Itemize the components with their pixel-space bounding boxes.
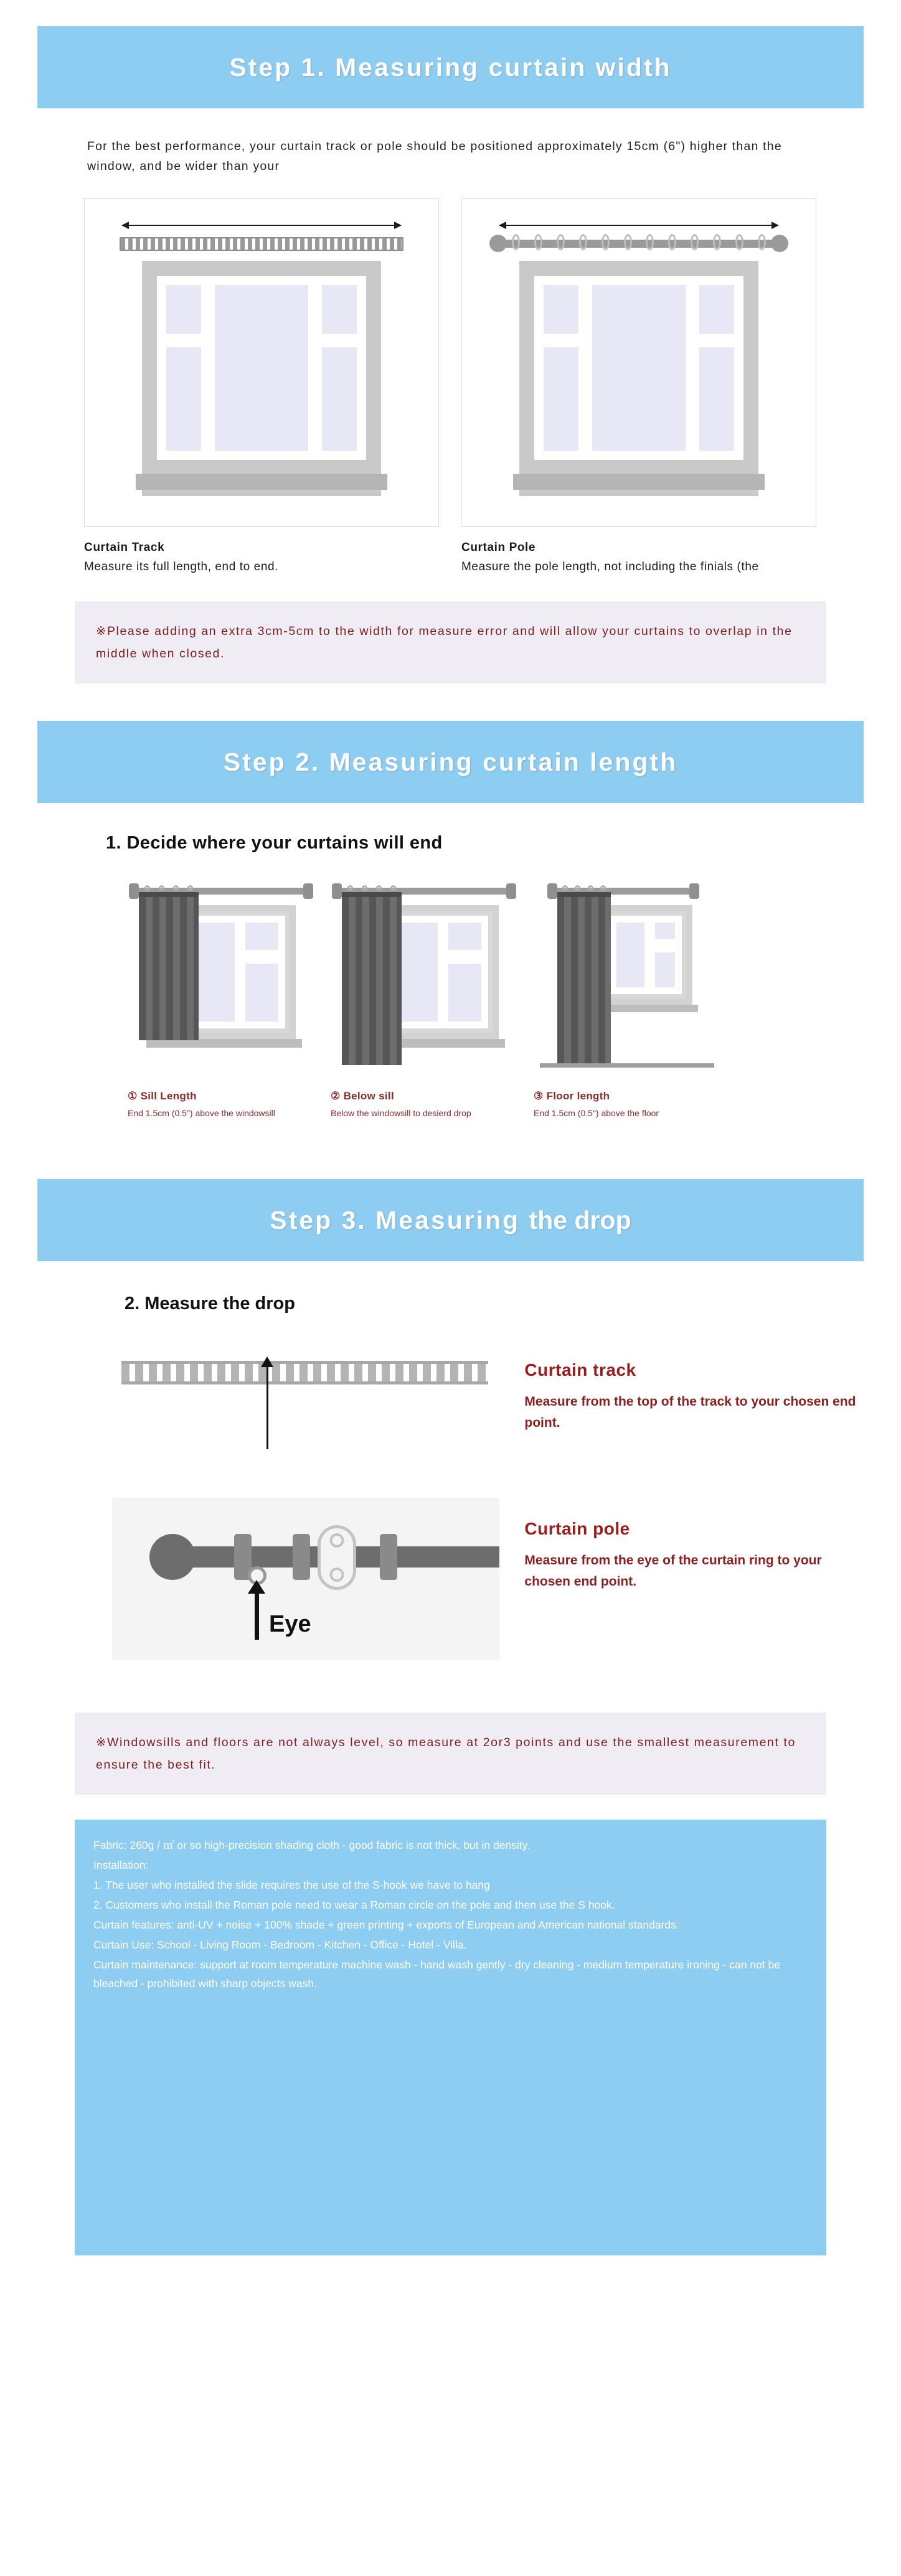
windowsill-shape bbox=[146, 1039, 302, 1048]
curtain-track-caption bbox=[84, 538, 439, 576]
width-arrow-icon bbox=[499, 225, 778, 226]
curtain-rings-icon bbox=[140, 885, 197, 891]
track-drop-text bbox=[524, 1339, 864, 1434]
below-sill-illustration bbox=[331, 875, 517, 1090]
windowsill-shape bbox=[513, 474, 765, 490]
measure-arrow-icon bbox=[267, 1365, 268, 1449]
pole-end-right-icon bbox=[303, 883, 313, 899]
curtain-shape bbox=[342, 892, 402, 1065]
curtain-ring-icon bbox=[380, 1534, 397, 1580]
sill-length-illustration bbox=[128, 875, 314, 1090]
info-line: Curtain maintenance: support at room temperature machine wash - hand wash gently - dry cleaning - medium temperature ironing - can not be bleached - prohibited with sharp objects wash. bbox=[93, 1958, 781, 1990]
info-line: Installation: bbox=[93, 1859, 149, 1871]
pole-end-right-icon bbox=[506, 883, 516, 899]
step3-note: ※Windowsills and floors are not always level, so measure at 2or3 points and use the smallest measurement to ensure the best fit. bbox=[75, 1713, 826, 1795]
pole-end-left-icon bbox=[332, 883, 342, 899]
step2-options bbox=[128, 875, 864, 1120]
info-line: Curtain Use: School - Living Room - Bedroom - Kitchen - Office - Hotel - Villa. bbox=[93, 1939, 467, 1951]
step3-banner bbox=[37, 1179, 864, 1261]
track-drop-illustration bbox=[112, 1339, 499, 1464]
info-line: Curtain features: anti-UV + noise + 100% shade + green printing + exports of European and American national standards. bbox=[93, 1919, 679, 1931]
info-line: Fabric: 260g / ㎡ or so high-precision shading cloth - good fabric is not thick, but in density. bbox=[93, 1839, 531, 1851]
curtain-track-caption-desc: Measure its full length, end to end. bbox=[84, 560, 279, 573]
step1-illustrations bbox=[84, 198, 864, 576]
step2-subhead: 1. Decide where your curtains will end bbox=[106, 833, 443, 853]
pole-end-left-icon bbox=[547, 883, 557, 899]
step3-title-main: Step 3. Measuring bbox=[270, 1205, 521, 1234]
window-shape bbox=[519, 261, 758, 496]
below-sill-title: ② Below sill bbox=[331, 1090, 394, 1102]
curtain-track-heading: Curtain track bbox=[524, 1360, 636, 1380]
step1-banner bbox=[37, 26, 864, 108]
curtain-ring-icon bbox=[293, 1534, 310, 1580]
step1-title: Step 1. Measuring curtain width bbox=[229, 52, 672, 82]
curtain-track-body: Measure from the top of the track to your chosen end point. bbox=[524, 1394, 856, 1430]
curtain-rings-icon bbox=[343, 885, 400, 891]
window-shape bbox=[599, 905, 692, 1005]
floor-length-illustration bbox=[534, 875, 720, 1090]
pole-end-right-icon bbox=[689, 883, 699, 899]
pole-finial-ball-icon bbox=[149, 1534, 196, 1580]
curtain-track-drop-block bbox=[112, 1339, 864, 1464]
pole-rings-shape bbox=[512, 234, 766, 253]
pole-drop-text bbox=[524, 1498, 864, 1592]
curtain-pole-heading: Curtain pole bbox=[524, 1519, 630, 1538]
below-sill-desc: Below the windowsill to desierd drop bbox=[331, 1108, 471, 1118]
step1-note: ※Please adding an extra 3cm-5cm to the width for measure error and will allow your curtains to overlap in the middle when closed. bbox=[75, 601, 826, 684]
window-shape bbox=[142, 261, 381, 496]
step3-title bbox=[270, 1206, 631, 1235]
step3-title-sub: the drop bbox=[529, 1205, 631, 1234]
curtain-shape bbox=[139, 892, 199, 1040]
eye-label: Eye bbox=[269, 1611, 311, 1637]
option-below-sill bbox=[331, 875, 517, 1120]
option-floor-length bbox=[534, 875, 720, 1120]
option-sill-length bbox=[128, 875, 314, 1120]
floor-length-desc: End 1.5cm (0.5") above the floor bbox=[534, 1108, 659, 1118]
step2-banner bbox=[37, 721, 864, 803]
track-bar-shape bbox=[120, 237, 403, 251]
curtain-pole-caption-desc: Measure the pole length, not including the finials (the bbox=[461, 560, 759, 573]
width-arrow-icon bbox=[122, 225, 401, 226]
curtain-track-caption-title: Curtain Track bbox=[84, 541, 165, 554]
curtain-pole-card bbox=[461, 198, 816, 576]
step1-intro-text: For the best performance, your curtain track or pole should be positioned approximately 15cm (6") higher than the window, and be wider than your bbox=[87, 139, 782, 173]
windowsill-shape bbox=[136, 474, 387, 490]
sill-length-desc: End 1.5cm (0.5") above the windowsill bbox=[128, 1108, 275, 1118]
pole-end-left-icon bbox=[129, 883, 139, 899]
curtain-rings-icon bbox=[559, 885, 610, 891]
floor-line-shape bbox=[540, 1063, 714, 1068]
curtain-shape bbox=[557, 892, 611, 1063]
step2-title: Step 2. Measuring curtain length bbox=[223, 747, 678, 776]
curtain-track-card bbox=[84, 198, 439, 576]
curtain-pole-body: Measure from the eye of the curtain ring to your chosen end point. bbox=[524, 1553, 822, 1589]
curtain-pole-illustration bbox=[461, 198, 816, 527]
track-strip-shape bbox=[121, 1361, 488, 1384]
sill-length-title: ① Sill Length bbox=[128, 1090, 197, 1102]
curtain-measuring-guide bbox=[0, 26, 901, 2576]
measure-arrow-icon bbox=[255, 1591, 259, 1640]
floor-length-title: ③ Floor length bbox=[534, 1090, 610, 1102]
curtain-pole-drop-block bbox=[112, 1498, 864, 1660]
curtain-pole-caption bbox=[461, 538, 816, 576]
pole-drop-illustration bbox=[112, 1498, 499, 1660]
info-line: 1. The user who installed the slide requires the use of the S-hook we have to hang bbox=[93, 1879, 490, 1891]
pole-bracket-icon bbox=[318, 1525, 356, 1590]
curtain-track-illustration bbox=[84, 198, 439, 527]
product-info-box bbox=[75, 1820, 826, 2255]
step3-subhead: 2. Measure the drop bbox=[125, 1294, 295, 1314]
info-line: 2. Customers who install the Roman pole need to wear a Roman circle on the pole and then use the S hook. bbox=[93, 1899, 615, 1911]
curtain-pole-caption-title: Curtain Pole bbox=[461, 541, 536, 554]
